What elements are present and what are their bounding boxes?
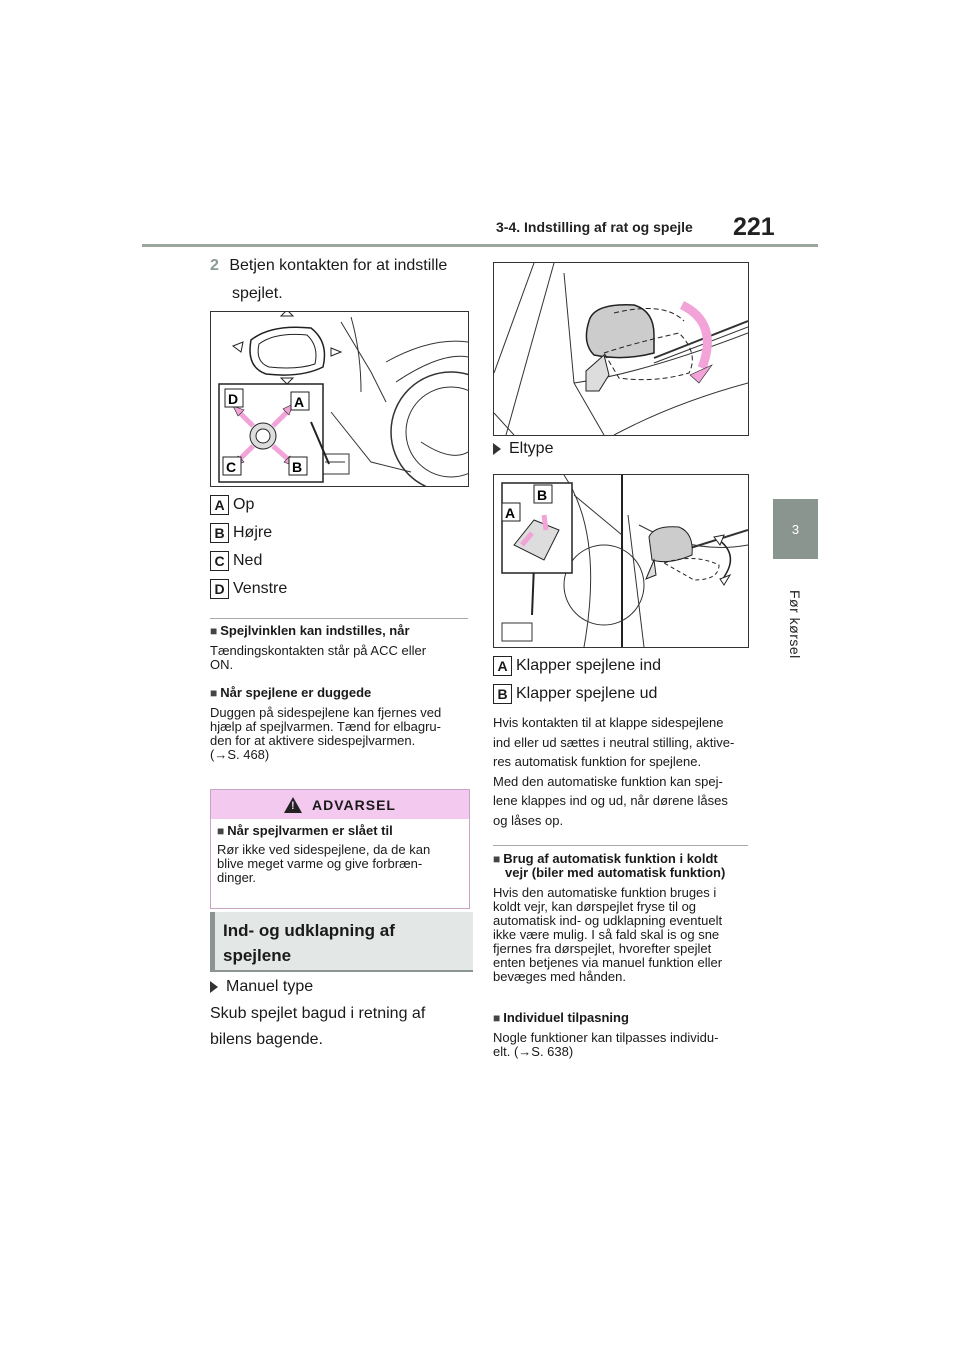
manual-fold-illustration [494, 263, 748, 435]
step-2: 2 Betjen kontakten for at indstille [210, 257, 448, 274]
warning-icon: ! [284, 797, 302, 813]
bullet-icon [210, 981, 218, 993]
manual-fold-figure [493, 262, 749, 436]
fig1-label-c: C [226, 459, 237, 475]
legend-item: B Højre [210, 519, 287, 547]
fig3-label-a: A [505, 505, 516, 521]
note-cold-weather: ■ Brug af automatisk funktion i koldt vejr (biler med automatisk funktion) Hvis den automatiske funktion bruges i koldt vejr, kan dørspejlet fryse til og automatisk ind- og udklapning eventuelt ikke være mulig. I så fald skal is og sne fjernes fra dørspejlet, hvorefter spejlet enten betjenes via manuel funktion eller bevæges med hånden. [493, 851, 726, 984]
legend-item: B Klapper spejlene ud [493, 680, 661, 708]
header-rule [142, 244, 818, 247]
warning-box: ! ADVARSEL ■ Når spejlvarmen er slået til Rør ikke ved sidespejlene, da de kan blive meget varme og give forbræn- dinger. [210, 789, 470, 909]
step-2-line2: spejlet. [232, 285, 283, 302]
electric-fold-illustration [494, 475, 748, 647]
section-heading: Ind- og udklapning af spejlene [210, 912, 473, 972]
divider [210, 618, 468, 619]
legend-item: A Op [210, 491, 287, 519]
bullet-icon [493, 443, 501, 455]
manual-text-1: Skub spejlet bagud i retning af [210, 1005, 426, 1022]
fig1-label-a: A [294, 394, 305, 410]
chapter-title: 3-4. Indstilling af rat og spejle [496, 219, 693, 235]
fig3-label-b: B [537, 487, 548, 503]
auto-fold-paragraph: Hvis kontakten til at klappe sidespejlene ind eller ud sættes i neutral stilling, aktive- res automatisk funktion for spejlene. Med den automatiske funktion kan spej- lene klappes ind og ud, når dørene låses og låses op. [493, 715, 735, 828]
legend-item: C Ned [210, 547, 287, 575]
note-customization: ■ Individuel tilpasning Nogle funktioner kan tilpasses individu- elt. (→S. 638) [493, 1010, 719, 1059]
divider [493, 845, 748, 846]
warning-header: ! ADVARSEL [211, 790, 469, 819]
direction-legend [210, 491, 287, 603]
legend-item: D Venstre [210, 575, 287, 603]
fig1-label-b: B [292, 459, 303, 475]
note-fogged-mirrors: ■ Når spejlene er duggede Duggen på sidespejlene kan fjernes ved hjælp af spejlvarmen. Tænd for elbagru- den for at aktivere sidespejlvarmen. (→S. 468) [210, 685, 442, 762]
note-mirror-angle: ■ Spejlvinklen kan indstilles, når Tændingskontakten står på ACC eller ON. [210, 623, 427, 672]
electric-fold-figure [493, 474, 749, 648]
manual-type: Manuel type [210, 973, 313, 1001]
legend-item: A Klapper spejlene ind [493, 652, 661, 680]
fig1-label-d: D [228, 391, 239, 407]
chapter-tab-label: Før kørsel [787, 590, 803, 659]
chapter-tab: 3 [773, 499, 818, 559]
page-number: 221 [733, 213, 775, 241]
mirror-switch-illustration [211, 312, 468, 486]
fold-legend [493, 652, 661, 708]
manual-text-2: bilens bagende. [210, 1031, 323, 1048]
eltype-label: Eltype [493, 435, 553, 463]
mirror-switch-figure [210, 311, 469, 487]
